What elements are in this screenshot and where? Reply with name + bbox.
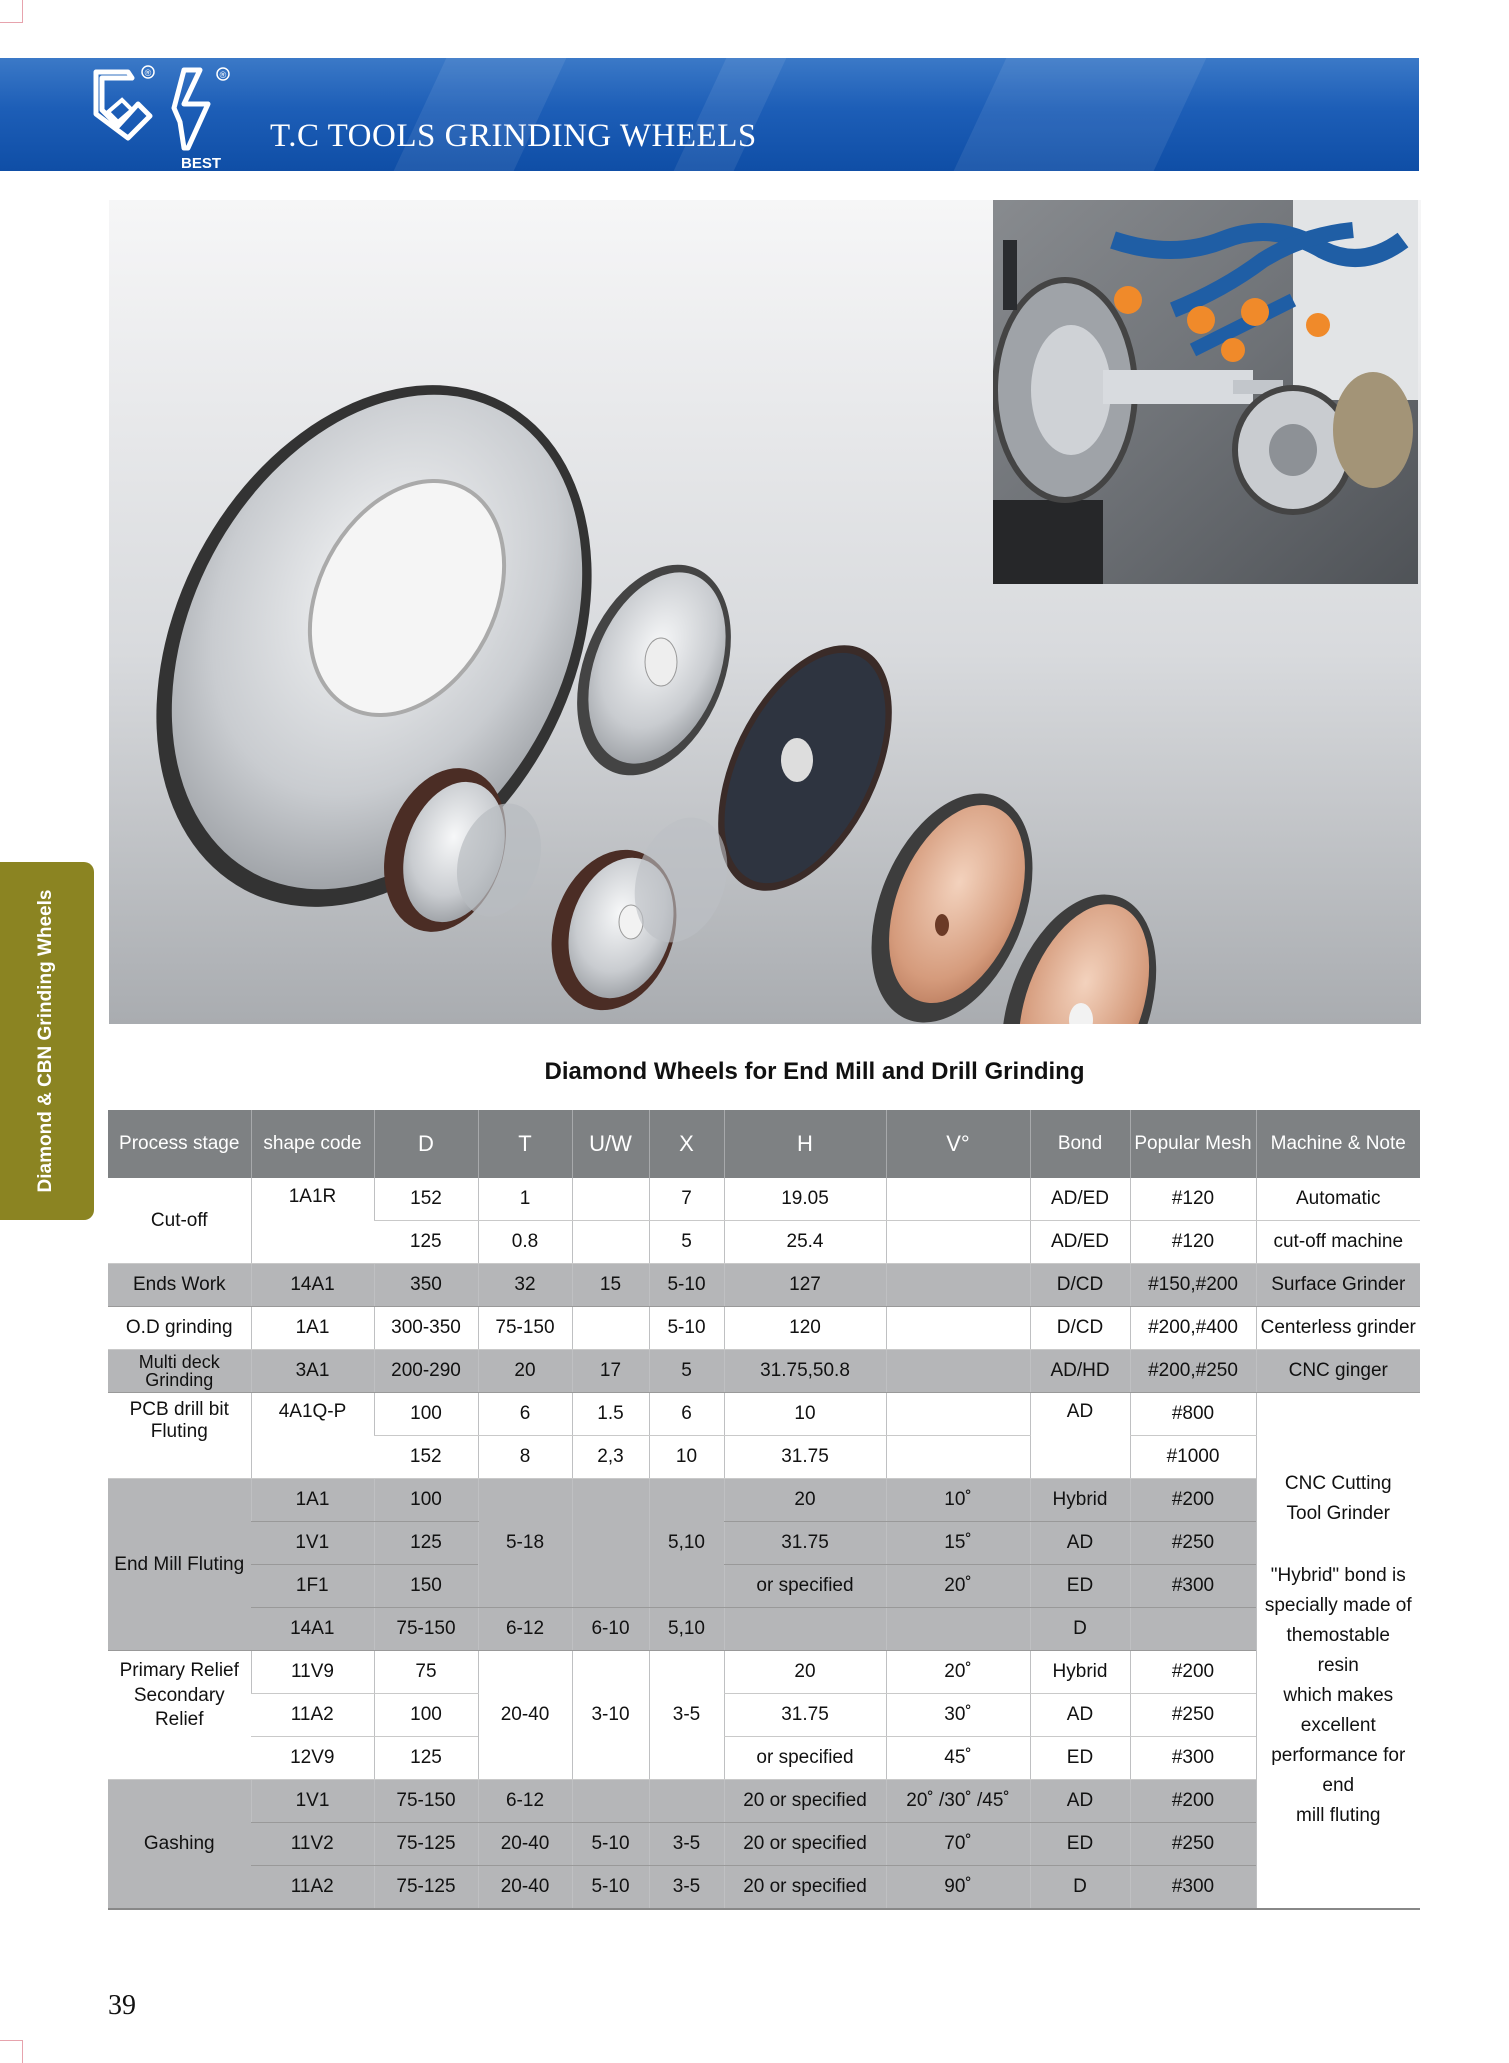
table-cell: 4A1Q-P xyxy=(251,1393,374,1479)
table-cell: #300 xyxy=(1130,1565,1256,1608)
brand-name: BEST xyxy=(180,155,222,170)
side-tab-label: Diamond & CBN Grinding Wheels xyxy=(35,889,57,1193)
column-header: H xyxy=(724,1110,886,1178)
table-cell: 5 xyxy=(649,1350,724,1393)
table-cell: 20 xyxy=(724,1651,886,1694)
table-cell: 15˚ xyxy=(886,1522,1030,1565)
note-line: excellent xyxy=(1300,1715,1376,1736)
table-cell xyxy=(649,1780,724,1823)
process-stage-cell: Ends Work xyxy=(108,1264,251,1307)
table-cell: 6-12 xyxy=(478,1608,572,1651)
table-cell: 5,10 xyxy=(649,1479,724,1608)
table-cell: AD/ED xyxy=(1030,1178,1130,1221)
column-header: D xyxy=(374,1110,478,1178)
table-cell: #120 xyxy=(1130,1221,1256,1264)
table-cell: #150,#200 xyxy=(1130,1264,1256,1307)
table-cell: 6 xyxy=(478,1393,572,1436)
table-cell: 31.75 xyxy=(724,1694,886,1737)
table-cell: 75 xyxy=(374,1651,478,1694)
table-cell: CNC ginger xyxy=(1256,1350,1420,1393)
table-cell xyxy=(886,1264,1030,1307)
best-logo xyxy=(88,64,234,170)
table-cell: 200-290 xyxy=(374,1350,478,1393)
table-cell: 5 xyxy=(649,1221,724,1264)
table-cell: AD xyxy=(1030,1780,1130,1823)
column-header: X xyxy=(649,1110,724,1178)
table-cell: 6 xyxy=(649,1393,724,1436)
table-cell xyxy=(886,1221,1030,1264)
table-cell: or specified xyxy=(724,1565,886,1608)
table-cell: 20-40 xyxy=(478,1651,572,1780)
table-row xyxy=(108,1823,1420,1866)
table-row xyxy=(108,1522,1420,1565)
table-cell: AD xyxy=(1030,1393,1130,1479)
table-cell: 90˚ xyxy=(886,1866,1030,1910)
process-stage-cell: PCB drill bit Fluting xyxy=(108,1393,251,1479)
table-cell: 11V9 xyxy=(251,1651,374,1694)
table-row xyxy=(108,1737,1420,1780)
table-cell: 75-150 xyxy=(374,1608,478,1651)
note-line: CNC Cutting xyxy=(1284,1473,1392,1494)
note-line: which makes xyxy=(1283,1685,1394,1706)
cnc-grinding-machine-photo xyxy=(993,200,1418,584)
column-header: T xyxy=(478,1110,572,1178)
table-cell xyxy=(886,1393,1030,1436)
table-cell: 5-10 xyxy=(649,1264,724,1307)
table-row xyxy=(108,1307,1420,1350)
table-cell: 6-10 xyxy=(572,1608,649,1651)
table-cell: 100 xyxy=(374,1393,478,1436)
column-header: Bond xyxy=(1030,1110,1130,1178)
table-cell xyxy=(724,1608,886,1651)
table-cell xyxy=(1130,1608,1256,1651)
cnc-note-body xyxy=(1257,1561,1421,1831)
table-cell: 45˚ xyxy=(886,1737,1030,1780)
table-cell: 1A1 xyxy=(251,1307,374,1350)
crop-mark-bottom-left xyxy=(0,2040,23,2063)
table-cell: Automatic xyxy=(1256,1178,1420,1221)
column-header: shape code xyxy=(251,1110,374,1178)
side-section-tab xyxy=(0,862,94,1220)
table-cell: D xyxy=(1030,1866,1130,1910)
table-cell: 3A1 xyxy=(251,1350,374,1393)
table-cell: 152 xyxy=(374,1178,478,1221)
table-cell: Hybrid xyxy=(1030,1651,1130,1694)
table-cell: #300 xyxy=(1130,1737,1256,1780)
table-cell: Centerless grinder xyxy=(1256,1307,1420,1350)
table-cell: 1F1 xyxy=(251,1565,374,1608)
table-cell: 75-125 xyxy=(374,1866,478,1910)
table-cell: 5,10 xyxy=(649,1608,724,1651)
table-cell: 14A1 xyxy=(251,1264,374,1307)
table-cell: 75-150 xyxy=(478,1307,572,1350)
table-cell: 5-10 xyxy=(572,1823,649,1866)
table-cell: 125 xyxy=(374,1221,478,1264)
table-cell: 32 xyxy=(478,1264,572,1307)
table-cell: #1000 xyxy=(1130,1436,1256,1479)
table-cell: #250 xyxy=(1130,1694,1256,1737)
process-stage-cell: O.D grinding xyxy=(108,1307,251,1350)
crop-mark-top-left xyxy=(0,0,23,23)
table-cell: 300-350 xyxy=(374,1307,478,1350)
table-cell: 20˚ xyxy=(886,1651,1030,1694)
table-row xyxy=(108,1866,1420,1910)
table-cell: 31.75,50.8 xyxy=(724,1350,886,1393)
table-cell: #200 xyxy=(1130,1651,1256,1694)
table-cell: 150 xyxy=(374,1565,478,1608)
table-cell: 75-125 xyxy=(374,1823,478,1866)
table-title: Diamond Wheels for End Mill and Drill Grinding xyxy=(544,1058,1085,1085)
table-cell: 14A1 xyxy=(251,1608,374,1651)
registered-mark-1: ® xyxy=(144,68,152,78)
table-cell: #120 xyxy=(1130,1178,1256,1221)
table-cell: AD/HD xyxy=(1030,1350,1130,1393)
table-cell: 127 xyxy=(724,1264,886,1307)
table-cell: 11A2 xyxy=(251,1866,374,1910)
table-cell: 6-12 xyxy=(478,1780,572,1823)
table-row xyxy=(108,1651,1420,1694)
table-cell xyxy=(886,1178,1030,1221)
table-cell: 1V1 xyxy=(251,1522,374,1565)
table-cell: 20˚ xyxy=(886,1565,1030,1608)
table-cell: 5-10 xyxy=(649,1307,724,1350)
table-row xyxy=(108,1264,1420,1307)
table-cell: 11V2 xyxy=(251,1823,374,1866)
table-cell: AD/ED xyxy=(1030,1221,1130,1264)
table-header-row xyxy=(108,1110,1420,1178)
page-number: 39 xyxy=(108,1990,136,2021)
note-line: performance for xyxy=(1271,1745,1406,1766)
table-cell: 20 or specified xyxy=(724,1866,886,1910)
table-cell: #300 xyxy=(1130,1866,1256,1910)
table-cell: #200,#400 xyxy=(1130,1307,1256,1350)
table-cell: 3-5 xyxy=(649,1866,724,1910)
page-title: T.C TOOLS GRINDING WHEELS xyxy=(270,118,757,154)
note-line: "Hybrid" bond is xyxy=(1270,1565,1406,1586)
table-cell: 15 xyxy=(572,1264,649,1307)
table-cell: ED xyxy=(1030,1823,1130,1866)
table-cell: 1A1 xyxy=(251,1479,374,1522)
table-cell: D/CD xyxy=(1030,1264,1130,1307)
table-cell: or specified xyxy=(724,1737,886,1780)
table-cell: 3-5 xyxy=(649,1823,724,1866)
table-row xyxy=(108,1780,1420,1823)
process-stage-cell: End Mill Fluting xyxy=(108,1479,251,1651)
table-cell xyxy=(572,1178,649,1221)
table-cell: 12V9 xyxy=(251,1737,374,1780)
table-cell xyxy=(886,1436,1030,1479)
table-cell: cut-off machine xyxy=(1256,1221,1420,1264)
table-cell: 5-18 xyxy=(478,1479,572,1608)
table-cell: #200,#250 xyxy=(1130,1350,1256,1393)
note-line: mill fluting xyxy=(1296,1805,1381,1826)
table-cell: 70˚ xyxy=(886,1823,1030,1866)
table-cell: 20-40 xyxy=(478,1866,572,1910)
table-cell: D/CD xyxy=(1030,1307,1130,1350)
process-stage-cell: Primary Relief Secondary Relief xyxy=(108,1651,251,1780)
table-cell: 10 xyxy=(724,1393,886,1436)
column-header: Process stage xyxy=(108,1110,251,1178)
process-stage-cell: Multi deck Grinding xyxy=(108,1350,251,1393)
table-cell xyxy=(572,1780,649,1823)
table-cell: 11A2 xyxy=(251,1694,374,1737)
table-cell: 20-40 xyxy=(478,1823,572,1866)
column-header: Machine & Note xyxy=(1256,1110,1420,1178)
process-stage-cell: Cut-off xyxy=(108,1178,251,1264)
table-cell: 7 xyxy=(649,1178,724,1221)
table-cell: 25.4 xyxy=(724,1221,886,1264)
table-cell xyxy=(886,1307,1030,1350)
table-cell: 75-150 xyxy=(374,1780,478,1823)
table-cell xyxy=(572,1221,649,1264)
table-cell: AD xyxy=(1030,1522,1130,1565)
table-cell: 5-10 xyxy=(572,1866,649,1910)
note-line: Tool Grinder xyxy=(1286,1503,1390,1524)
column-header: U/W xyxy=(572,1110,649,1178)
table-cell: Hybrid xyxy=(1030,1479,1130,1522)
table-cell: #250 xyxy=(1130,1522,1256,1565)
column-header: V° xyxy=(886,1110,1030,1178)
table-cell: 30˚ xyxy=(886,1694,1030,1737)
table-row xyxy=(108,1350,1420,1393)
table-row xyxy=(108,1565,1420,1608)
table-cell: AD xyxy=(1030,1694,1130,1737)
cnc-note-title xyxy=(1257,1469,1421,1529)
note-line: resin xyxy=(1317,1655,1359,1676)
table-cell: 8 xyxy=(478,1436,572,1479)
table-cell: 1A1R xyxy=(251,1178,374,1264)
spec-table xyxy=(108,1110,1420,1910)
table-cell: 120 xyxy=(724,1307,886,1350)
table-cell xyxy=(886,1350,1030,1393)
table-row xyxy=(108,1608,1420,1651)
table-cell: ED xyxy=(1030,1737,1130,1780)
table-row xyxy=(108,1694,1420,1737)
table-cell: 125 xyxy=(374,1522,478,1565)
table-cell: 152 xyxy=(374,1436,478,1479)
table-row xyxy=(108,1393,1420,1436)
table-row xyxy=(108,1178,1420,1221)
table-cell: 20 xyxy=(478,1350,572,1393)
table-cell: 1 xyxy=(478,1178,572,1221)
table-cell xyxy=(572,1307,649,1350)
table-cell: 10˚ xyxy=(886,1479,1030,1522)
table-cell: 125 xyxy=(374,1737,478,1780)
table-cell: 20 or specified xyxy=(724,1780,886,1823)
table-cell: 3-5 xyxy=(649,1651,724,1780)
note-line: specially made of xyxy=(1264,1595,1412,1616)
table-cell: 0.8 xyxy=(478,1221,572,1264)
table-cell: #800 xyxy=(1130,1393,1256,1436)
registered-mark-2: ® xyxy=(219,70,227,80)
table-cell: 19.05 xyxy=(724,1178,886,1221)
table-row xyxy=(108,1479,1420,1522)
note-line: end xyxy=(1322,1775,1355,1796)
table-cell: D xyxy=(1030,1608,1130,1651)
table-cell: 1V1 xyxy=(251,1780,374,1823)
table-cell: 2,3 xyxy=(572,1436,649,1479)
table-cell xyxy=(886,1608,1030,1651)
table-cell: 20 or specified xyxy=(724,1823,886,1866)
table-cell: #200 xyxy=(1130,1479,1256,1522)
table-cell: 10 xyxy=(649,1436,724,1479)
table-cell: 100 xyxy=(374,1479,478,1522)
table-cell: #200 xyxy=(1130,1780,1256,1823)
table-cell: #250 xyxy=(1130,1823,1256,1866)
table-cell: 350 xyxy=(374,1264,478,1307)
table-cell: Surface Grinder xyxy=(1256,1264,1420,1307)
table-cell: ED xyxy=(1030,1565,1130,1608)
column-header: Popular Mesh xyxy=(1130,1110,1256,1178)
table-cell: 1.5 xyxy=(572,1393,649,1436)
table-cell xyxy=(572,1479,649,1608)
process-stage-cell: Gashing xyxy=(108,1780,251,1910)
cnc-note-cell xyxy=(1256,1393,1420,1910)
table-cell: 3-10 xyxy=(572,1651,649,1780)
note-line: themostable xyxy=(1286,1625,1390,1646)
table-cell: 20˚ /30˚ /45˚ xyxy=(886,1780,1030,1823)
table-cell: 100 xyxy=(374,1694,478,1737)
table-cell: 31.75 xyxy=(724,1436,886,1479)
table-cell: 31.75 xyxy=(724,1522,886,1565)
table-cell: 20 xyxy=(724,1479,886,1522)
table-cell: 17 xyxy=(572,1350,649,1393)
